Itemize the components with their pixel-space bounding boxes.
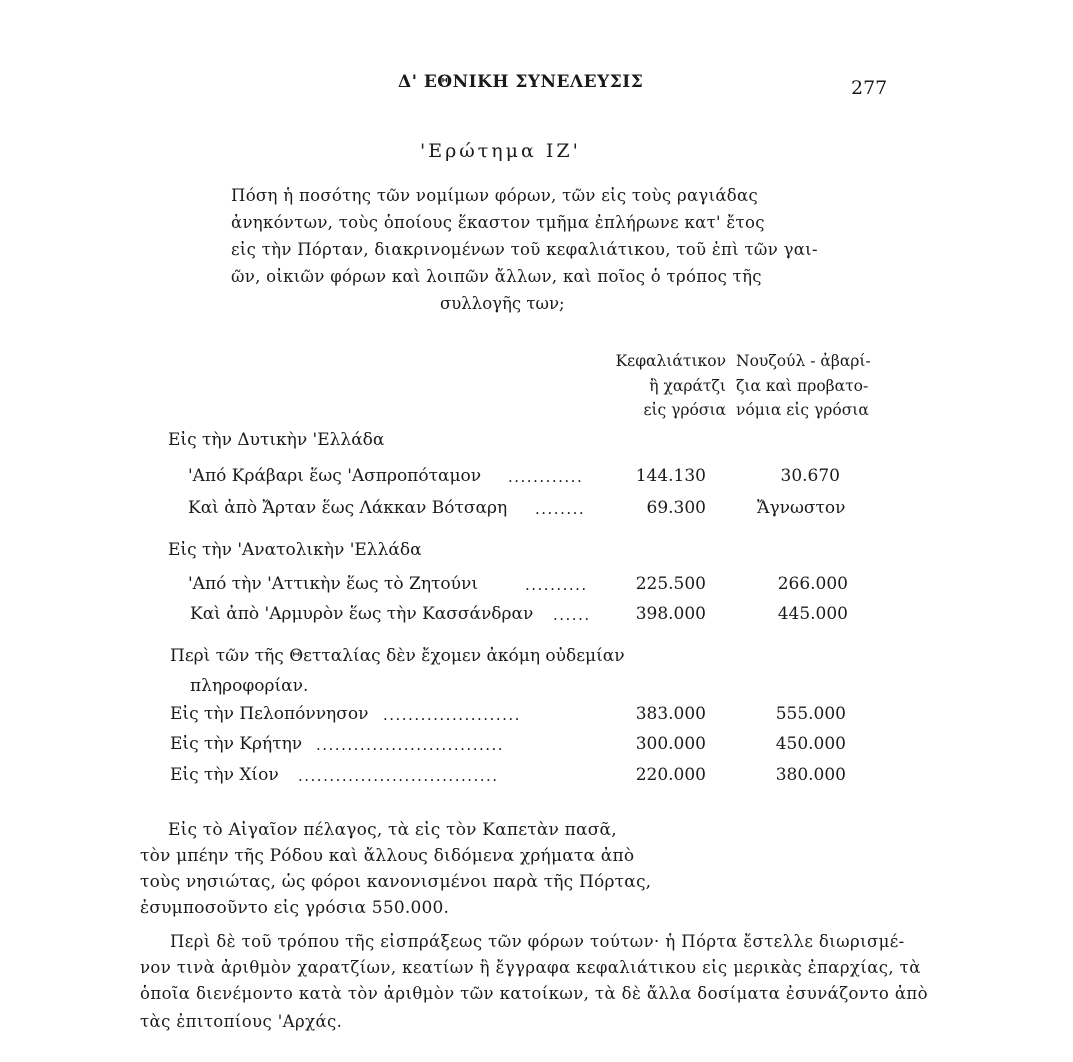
leader-dots: ...... bbox=[553, 606, 591, 624]
region-heading-east: Εἰς τὴν 'Ανατολικὴν 'Ελλάδα bbox=[168, 540, 422, 560]
collection-paragraph-line: τὰς ἐπιτοπίους 'Αρχάς. bbox=[140, 1012, 343, 1031]
leader-dots: ........ bbox=[535, 500, 586, 518]
table-cell-poll-tax: 383.000 bbox=[635, 704, 706, 724]
table-row-label: Καὶ ἀπὸ 'Αρμυρὸν ἕως τὴν Κασσάνδραν bbox=[190, 604, 534, 624]
table-cell-poll-tax: 398.000 bbox=[635, 604, 706, 624]
table-cell-other-taxes: 450.000 bbox=[775, 734, 846, 754]
leader-dots: ................................ bbox=[298, 767, 499, 785]
table-cell-other-taxes: 380.000 bbox=[775, 765, 846, 785]
table-cell-poll-tax: 225.500 bbox=[635, 574, 706, 594]
table-cell-other-taxes: 30.670 bbox=[780, 466, 840, 486]
leader-dots: ...................... bbox=[383, 706, 521, 724]
table-cell-poll-tax: 144.130 bbox=[635, 466, 706, 486]
question-line: συλλογῆς των; bbox=[440, 294, 565, 313]
region-heading-west: Εἰς τὴν Δυτικὴν 'Ελλάδα bbox=[168, 430, 385, 450]
aegean-paragraph-line: ἐσυμποσοῦντο εἰς γρόσια 550.000. bbox=[140, 898, 450, 918]
column-header-line: εἰς γρόσια bbox=[643, 401, 726, 419]
table-cell-poll-tax: 69.300 bbox=[646, 498, 706, 518]
thessaly-note: πληροφορίαν. bbox=[190, 676, 309, 696]
column-header-line: Νουζούλ - ἀβαρί- bbox=[736, 352, 871, 370]
page-number: 277 bbox=[851, 77, 888, 99]
table-row-label: Καὶ ἀπὸ Ἄρταν ἕως Λάκκαν Βότσαρη bbox=[188, 498, 508, 518]
running-head: Δ' ΕΘΝΙΚΗ ΣΥΝΕΛΕΥΣΙΣ bbox=[398, 72, 644, 92]
column-header-other-taxes bbox=[736, 349, 886, 423]
leader-dots: .............................. bbox=[316, 736, 505, 754]
thessaly-note: Περὶ τῶν τῆς Θετταλίας δὲν ἔχομεν ἀκόμη οὐδεμίαν bbox=[170, 646, 625, 666]
aegean-paragraph-line: Εἰς τὸ Αἰγαῖον πέλαγος, τὰ εἰς τὸν Καπετὰν πασᾶ, bbox=[168, 820, 617, 840]
table-row-label: 'Από Κράβαρι ἕως 'Ασπροπόταμον bbox=[188, 466, 482, 486]
aegean-paragraph-line: τὸν μπέην τῆς Ρόδου καὶ ἄλλους διδόμενα χρήματα ἀπὸ bbox=[140, 846, 635, 866]
table-cell-other-taxes: 555.000 bbox=[775, 704, 846, 724]
collection-paragraph-line: ὁποῖα διενέμοντο κατὰ τὸν ἀριθμὸν τῶν κατοίκων, τὰ δὲ ἄλλα δοσίματα ἐσυνάζοντο ἀπὸ bbox=[140, 984, 928, 1003]
column-header-line: ἢ χαράτζι bbox=[649, 376, 726, 395]
table-cell-poll-tax: 220.000 bbox=[635, 765, 706, 785]
collection-paragraph-line: νον τινὰ ἀριθμὸν χαρατζίων, κεατίων ἢ ἔγγραφα κεφαλιάτικου εἰς μερικὰς ἐπαρχίας, τὰ bbox=[140, 958, 921, 977]
table-cell-other-taxes: 445.000 bbox=[777, 604, 848, 624]
column-header-poll-tax bbox=[596, 349, 726, 423]
column-header-line: νόμια εἰς γρόσια bbox=[736, 401, 869, 419]
table-cell-poll-tax: 300.000 bbox=[635, 734, 706, 754]
aegean-paragraph-line: τοὺς νησιώτας, ὡς φόροι κανονισμένοι παρὰ τῆς Πόρτας, bbox=[140, 872, 652, 892]
table-row-label: Εἰς τὴν Χίον bbox=[170, 765, 279, 785]
table-row-label: Εἰς τὴν Πελοπόννησον bbox=[170, 704, 369, 724]
table-cell-other-taxes: 266.000 bbox=[777, 574, 848, 594]
question-line: εἰς τὴν Πόρταν, διακρινομένων τοῦ κεφαλιάτικου, τοῦ ἐπὶ τῶν γαι- bbox=[231, 240, 818, 259]
table-row-label: 'Από τὴν 'Αττικὴν ἕως τὸ Ζητούνι bbox=[188, 574, 478, 594]
question-line: Πόση ἡ ποσότης τῶν νομίμων φόρων, τῶν εἰς τοὺς ραγιάδας bbox=[231, 186, 759, 205]
table-cell-other-taxes: Ἄγνωστον bbox=[757, 498, 846, 518]
leader-dots: .......... bbox=[525, 576, 588, 594]
question-line: ῶν, οἰκιῶν φόρων καὶ λοιπῶν ἄλλων, καὶ ποῖος ὁ τρόπος τῆς bbox=[231, 267, 762, 286]
question-line: ἀνηκόντων, τοὺς ὁποίους ἕκαστον τμῆμα ἐπλήρωνε κατ' ἔτος bbox=[231, 213, 765, 232]
table-row-label: Εἰς τὴν Κρήτην bbox=[170, 734, 303, 754]
column-header-line: Κεφαλιάτικον bbox=[615, 352, 726, 370]
question-title: 'Ερώτημα ΙΖ' bbox=[420, 140, 581, 162]
column-header-line: ζια καὶ προβατο- bbox=[736, 376, 869, 395]
leader-dots: ............ bbox=[508, 468, 584, 486]
collection-paragraph-line: Περὶ δὲ τοῦ τρόπου τῆς εἰσπράξεως τῶν φόρων τούτων· ἡ Πόρτα ἔστελλε διωρισμέ- bbox=[170, 932, 905, 951]
